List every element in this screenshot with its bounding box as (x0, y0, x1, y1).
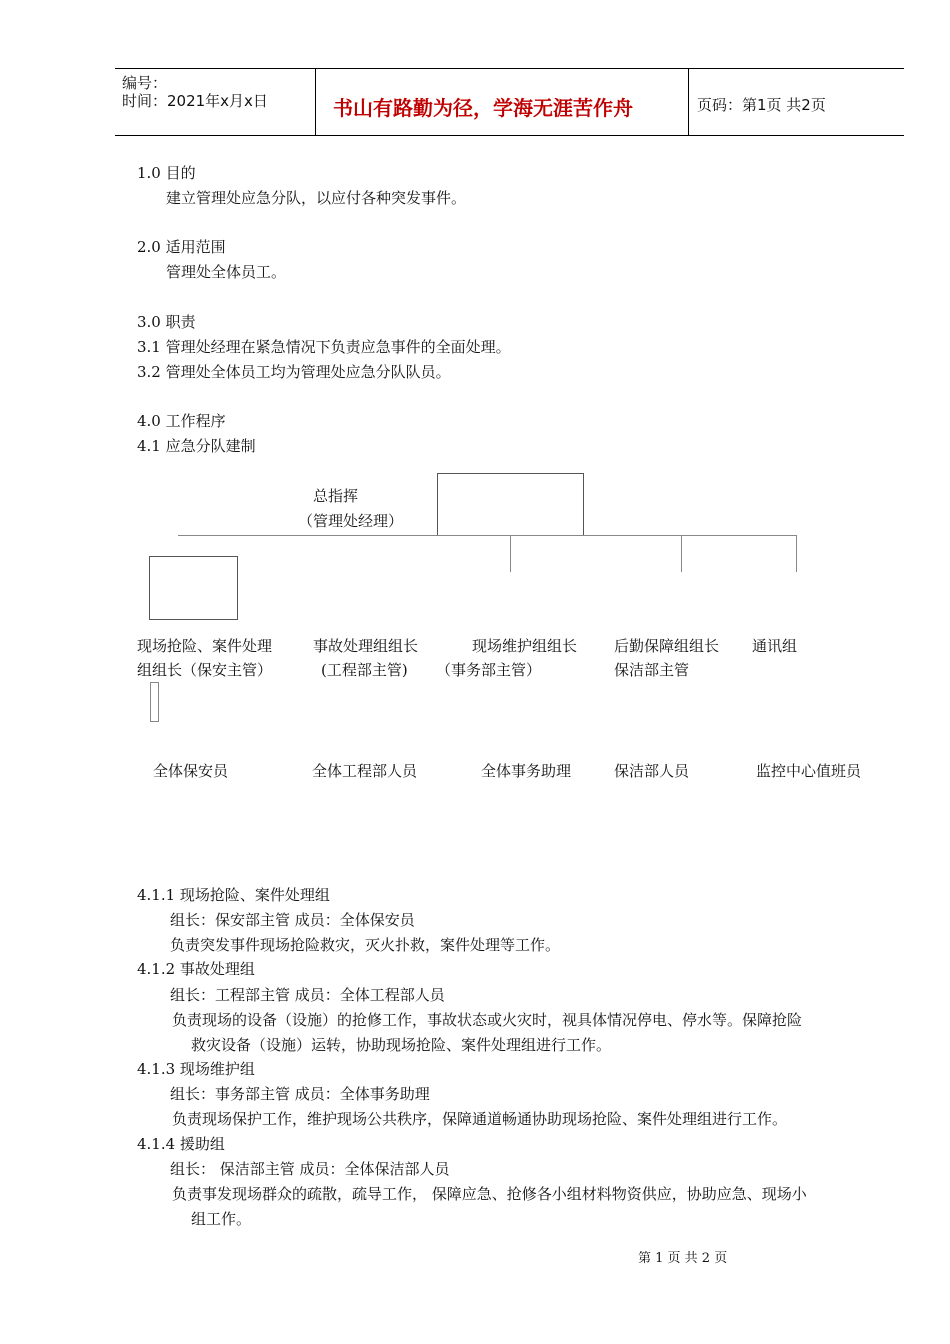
org-leader-1-line2: 组组长（保安主管） (137, 661, 273, 679)
detail-2-line1: 组长：工程部主管 成员：全体工程部人员 (170, 986, 445, 1004)
org-leader-2-line1: 事故处理组组长 (313, 637, 419, 655)
detail-1-line1: 组长：保安部主管 成员：全体保安员 (170, 911, 415, 929)
org-member-2: 全体工程部人员 (312, 762, 418, 780)
section-2-text: 管理处全体员工。 (166, 263, 287, 281)
section-4-1: 4.1 应急分队建制 (137, 437, 256, 455)
page-info: 页码：第1页 共2页 (697, 96, 826, 114)
org-leader-3-line2: （事务部主管） (436, 661, 542, 679)
org-leader-1-line1: 现场抢险、案件处理 (137, 637, 273, 655)
org-member-5: 监控中心值班员 (756, 762, 862, 780)
section-4-heading: 4.0 工作程序 (137, 412, 226, 430)
detail-4-line3: 组工作。 (191, 1210, 252, 1228)
time-label: 时间：2021年x月x日 (122, 92, 268, 110)
detail-1-line2: 负责突发事件现场抢险救灾，灭火扑救，案件处理等工作。 (170, 936, 561, 954)
org-connector-vertical (681, 535, 682, 572)
org-top-subtitle: （管理处经理） (298, 512, 404, 530)
detail-2-line2: 负责现场的设备（设施）的抢修工作，事故状态或火灾时，视具体情况停电、停水等。保障抢险 (172, 1011, 803, 1029)
detail-2-line3: 救灾设备（设施）运转，协助现场抢险、案件处理组进行工作。 (191, 1036, 612, 1054)
section-3-1: 3.1 管理处经理在紧急情况下负责应急事件的全面处理。 (137, 338, 511, 356)
detail-3-line1: 组长：事务部主管 成员：全体事务助理 (170, 1085, 430, 1103)
org-leader-4-line2: 保洁部主管 (614, 661, 690, 679)
org-connector-vertical (510, 535, 511, 572)
footer-page-number: 第 1 页 共 2 页 (638, 1251, 728, 1266)
section-3-2: 3.2 管理处全体员工均为管理处应急分队队员。 (137, 363, 451, 381)
detail-4-line1: 组长： 保洁部主管 成员：全体保洁部人员 (170, 1160, 450, 1178)
detail-1-heading: 4.1.1 现场抢险、案件处理组 (137, 886, 330, 904)
detail-3-heading: 4.1.3 现场维护组 (137, 1060, 255, 1078)
org-top-box (437, 473, 584, 536)
org-leader-2-line2: (工程部主管) (321, 661, 408, 679)
header-motto: 书山有路勤为径，学海无涯苦作舟 (333, 96, 633, 120)
org-connector-horizontal (178, 535, 796, 536)
detail-2-heading: 4.1.2 事故处理组 (137, 960, 255, 978)
section-1-text: 建立管理处应急分队，以应付各种突发事件。 (166, 189, 467, 207)
org-member-4: 保洁部人员 (614, 762, 690, 780)
org-leader-4-line1: 后勤保障组组长 (614, 637, 720, 655)
org-leader-box (149, 556, 238, 620)
section-3-heading: 3.0 职责 (137, 313, 196, 331)
org-member-1: 全体保安员 (153, 762, 229, 780)
org-connector-vertical (796, 535, 797, 572)
section-2-heading: 2.0 适用范围 (137, 238, 226, 256)
org-leader-5-line1: 通讯组 (752, 637, 798, 655)
detail-4-line2: 负责事发现场群众的疏散，疏导工作， 保障应急、抢修各小组材料物资供应，协助应急、现场小 (172, 1185, 807, 1203)
org-member-3: 全体事务助理 (481, 762, 572, 780)
detail-4-heading: 4.1.4 援助组 (137, 1135, 225, 1153)
number-label: 编号： (122, 74, 168, 92)
detail-3-line2: 负责现场保护工作，维护现场公共秩序，保障通道畅通协助现场抢险、案件处理组进行工作。 (172, 1110, 788, 1128)
section-1-heading: 1.0 目的 (137, 164, 196, 182)
org-leader-3-line1: 现场维护组组长 (472, 637, 578, 655)
org-connector-box (150, 682, 159, 722)
org-top-title: 总指挥 (313, 487, 359, 505)
